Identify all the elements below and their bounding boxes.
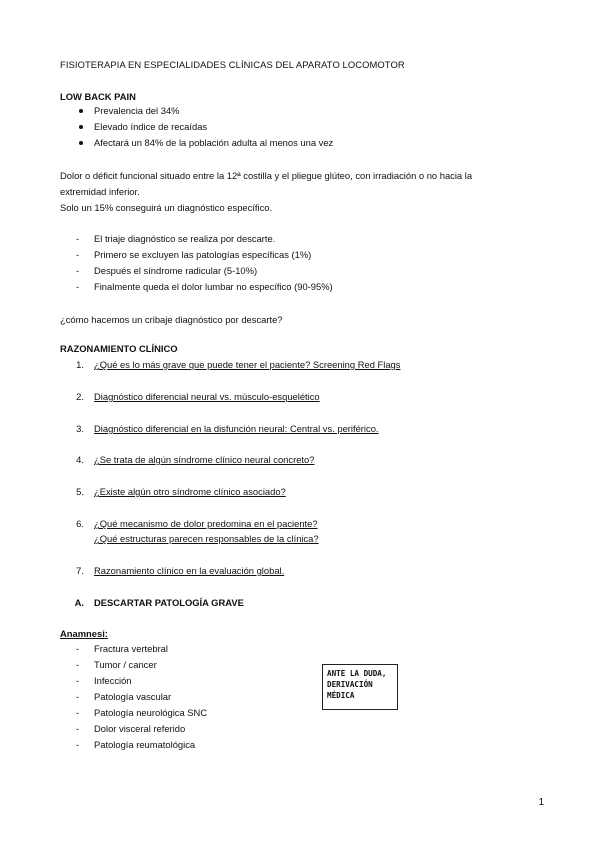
- bullet-item: Afectará un 84% de la población adulta al menos una vez: [94, 137, 334, 148]
- reasoning-item-link[interactable]: ¿Existe algún otro síndrome clínico asociado?: [94, 486, 286, 497]
- paragraph-line: extremidad inferior.: [60, 186, 140, 197]
- dash-marker: -: [76, 707, 80, 718]
- reasoning-item-link[interactable]: ¿Se trata de algún síndrome clínico neural concreto?: [94, 454, 315, 465]
- dash-marker: -: [76, 233, 80, 244]
- dash-marker: -: [76, 739, 80, 750]
- anamnesis-item: Tumor / cancer: [94, 659, 157, 670]
- reasoning-item-link[interactable]: Razonamiento clínico en la evaluación global.: [94, 565, 285, 576]
- reasoning-item-link[interactable]: ¿Qué estructuras parecen responsables de la clínica?: [94, 533, 319, 544]
- bullet-dot: [79, 109, 83, 113]
- list-number: 7.: [76, 565, 84, 576]
- page-number: 1: [538, 797, 544, 808]
- anamnesis-item: Fractura vertebral: [94, 643, 168, 654]
- referral-note-box: ANTE LA DUDA, DERIVACIÓN MÉDICA: [322, 664, 398, 710]
- reasoning-item-link[interactable]: Diagnóstico diferencial neural vs. músculo-esquelético: [94, 391, 320, 402]
- section-heading-razonamiento: RAZONAMIENTO CLÍNICO: [60, 343, 178, 354]
- bullet-item: Elevado índice de recaídas: [94, 121, 208, 132]
- list-number: 1.: [76, 359, 84, 370]
- reasoning-item-link[interactable]: Diagnóstico diferencial en la disfunción neural: Central vs. periférico.: [94, 423, 379, 434]
- bullet-dot: [79, 141, 83, 145]
- anamnesis-item: Infección: [94, 675, 132, 686]
- list-number: 6.: [76, 518, 84, 529]
- dash-marker: -: [76, 281, 80, 292]
- reasoning-item-link[interactable]: ¿Qué es lo más grave que puede tener el paciente? Screening Red Flags: [94, 359, 401, 370]
- anamnesis-item: Patología neurológica SNC: [94, 707, 208, 718]
- paragraph-line: Solo un 15% conseguirá un diagnóstico específico.: [60, 202, 273, 213]
- list-number: 2.: [76, 391, 84, 402]
- paragraph-line: Dolor o déficit funcional situado entre la 12ª costilla y el pliegue glúteo, con irradiación o no hacia la: [60, 170, 473, 181]
- dash-item: El triaje diagnóstico se realiza por descarte.: [94, 233, 276, 244]
- bullet-item: Prevalencia del 34%: [94, 105, 180, 116]
- question-text: ¿cómo hacemos un cribaje diagnóstico por descarte?: [60, 314, 283, 325]
- subsection-title: DESCARTAR PATOLOGÍA GRAVE: [94, 597, 244, 608]
- anamnesis-item: Dolor visceral referido: [94, 723, 186, 734]
- dash-marker: -: [76, 659, 80, 670]
- bullet-dot: [79, 125, 83, 129]
- dash-marker: -: [76, 691, 80, 702]
- anamnesis-item: Patología reumatológica: [94, 739, 196, 750]
- dash-item: Primero se excluyen las patologías específicas (1%): [94, 249, 312, 260]
- subsection-letter: A.: [74, 597, 84, 608]
- dash-marker: -: [76, 723, 80, 734]
- list-number: 3.: [76, 423, 84, 434]
- dash-item: Finalmente queda el dolor lumbar no específico (90-95%): [94, 281, 333, 292]
- list-number: 5.: [76, 486, 84, 497]
- dash-item: Después el síndrome radicular (5-10%): [94, 265, 258, 276]
- anamnesis-item: Patología vascular: [94, 691, 172, 702]
- dash-marker: -: [76, 249, 80, 260]
- anamnesis-heading: Anamnesi:: [60, 628, 108, 639]
- section-heading-low-back-pain: LOW BACK PAIN: [60, 91, 136, 102]
- list-number: 4.: [76, 454, 84, 465]
- dash-marker: -: [76, 643, 80, 654]
- dash-marker: -: [76, 675, 80, 686]
- reasoning-item-link[interactable]: ¿Qué mecanismo de dolor predomina en el paciente?: [94, 518, 318, 529]
- dash-marker: -: [76, 265, 80, 276]
- document-title: FISIOTERAPIA EN ESPECIALIDADES CLÍNICAS DEL APARATO LOCOMOTOR: [60, 59, 405, 70]
